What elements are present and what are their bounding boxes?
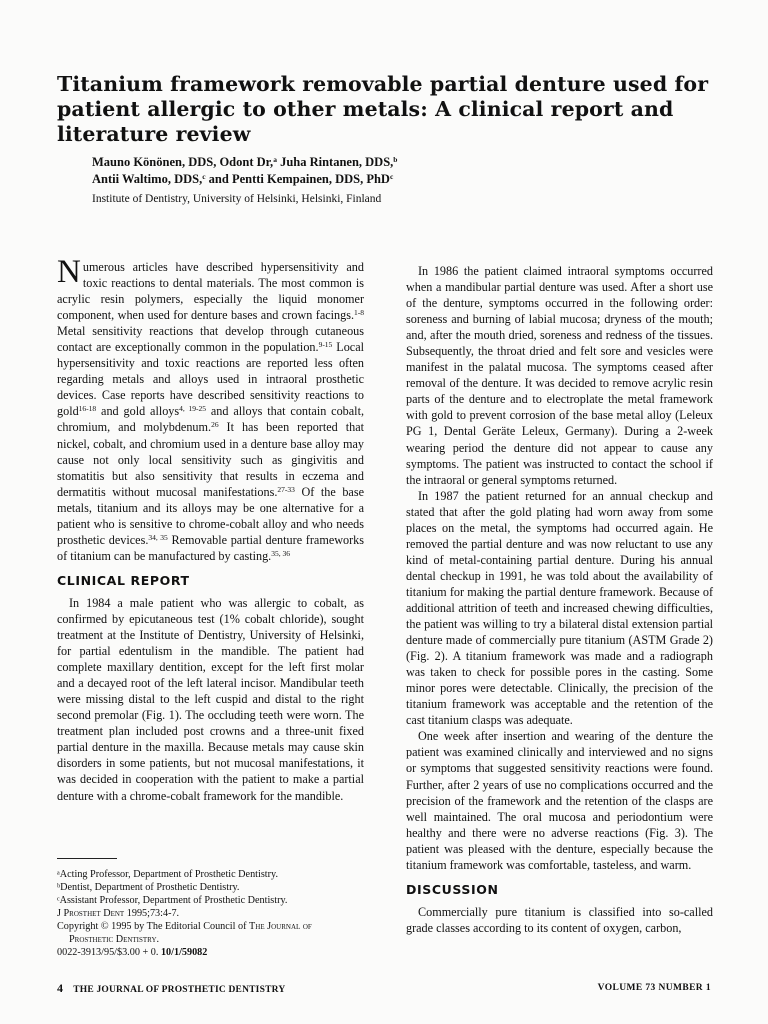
left-column <box>57 254 365 804</box>
copyright-end: . <box>156 934 160 945</box>
footnote-b: ᵇDentist, Department of Prosthetic Dentistry. <box>57 882 240 893</box>
citation-volume: 1995;73:4-7. <box>124 908 180 919</box>
citation-line <box>57 907 364 920</box>
intro-text: Local hypersensitivity and toxic reactions are reported less often regarding metals and alloys used in intraoral prosthetic devices. Case reports have described sensitivity reactions to gold <box>57 340 364 419</box>
author-rintanen: Juha Rintanen, DDS, <box>276 155 394 169</box>
author-line-2 <box>92 171 692 188</box>
author-list <box>92 154 692 188</box>
article-code: 10/1/59082 <box>160 947 208 958</box>
footnote-divider <box>57 858 117 859</box>
affiliation: Institute of Dentistry, University of Helsinki, Helsinki, Finland <box>92 193 382 205</box>
copyright-text: Copyright © 1995 by The Editorial Council of <box>57 921 250 932</box>
article-title: Titanium framework removable partial denture used for patient allergic to other metals: A clinical report and literature review <box>57 72 709 146</box>
right-column <box>406 263 713 936</box>
intro-text: and alloys that contain cobalt, chromium, and molybdenum. <box>57 404 364 435</box>
section-heading-discussion: DISCUSSION <box>406 881 499 897</box>
paragraph-followup: One week after insertion and wearing of the denture the patient was examined clinically and interviewed and no signs or symptoms that suggested sensitivity reactions were found. Further, after 2 years of use no complications occurred and the precision of the framework and the retention of the clasps are well maintained. The oral mucosa and periodontium were healthy and there were no adverse reactions (Fig. 3). The patient was pleased with the denture, especially because the titanium framework was comfortable, tasteless, and warm. <box>406 729 713 872</box>
drop-cap: N <box>57 254 81 290</box>
citation-journal: Prosthet Dent <box>63 908 125 919</box>
author-konen: Mauno Könönen, DDS, Odont Dr, <box>92 155 274 169</box>
author-affil-mark: b <box>393 155 398 164</box>
issn: 0022-3913/95/$3.00 + 0. <box>57 947 161 958</box>
copyright-journal: Prosthetic Dentistry <box>69 934 157 945</box>
intro-text: and gold alloys <box>96 404 180 419</box>
author-affil-mark: c <box>389 172 394 181</box>
intro-text: Of the base metals, titanium and its alloys may be one alternative for a patient who is sensitive to chrome-cobalt alloy and who needs prosthetic devices. <box>57 484 364 547</box>
running-footer-left <box>57 981 285 996</box>
author-affil-mark: a <box>273 155 277 164</box>
intro-text: Removable partial denture frameworks of titanium can be manufactured by casting. <box>57 532 365 563</box>
author-waltimo: Antii Waltimo, DDS, <box>92 172 203 186</box>
running-footer-right: VOLUME 73 NUMBER 1 <box>597 983 711 993</box>
issn-line <box>57 946 364 959</box>
journal-name: THE JOURNAL OF PROSTHETIC DENTISTRY <box>73 985 286 995</box>
citation-prefix: J <box>57 908 64 919</box>
section-heading-clinical-report: CLINICAL REPORT <box>57 572 190 588</box>
intro-text: It has been reported that nickel, cobalt, and chromium used in a denture base alloy may cause not only local sensitivity such as gingivitis and stomatitis but also sensitivity that results in eczema and dermatitis without mucosal manifestations. <box>57 420 365 499</box>
citation-ref: 4, 19-25 <box>179 404 206 414</box>
author-kempainen: and Pentti Kempainen, DDS, PhD <box>205 172 390 186</box>
intro-text: Metal sensitivity reactions that develop through cutaneous contact are exceptionally common in the population. <box>57 324 364 355</box>
citation-ref: 16-18 <box>78 404 97 414</box>
author-affil-mark: c <box>202 172 206 181</box>
intro-text: umerous articles have described hypersensitivity and toxic reactions to dental materials. The most common is acrylic resin polymers, especially the liquid monomer component, when used for denture bases and crown facings. <box>57 260 364 323</box>
footnote-c: ᶜAssistant Professor, Department of Prosthetic Dentistry. <box>57 895 288 906</box>
citation-ref: 26 <box>211 420 219 430</box>
page-number: 4 <box>57 981 64 995</box>
copyright-line <box>57 920 364 933</box>
citation-ref: 9-15 <box>318 340 333 350</box>
paragraph-1986: In 1986 the patient claimed intraoral symptoms occurred when a mandibular partial denture was used. After a short use of the denture, symptoms occurred in the following order: soreness and burning of labial mucosa; dryness of the mouth; and, after the mouth dried, soreness and redness of the tissues. Subsequently, the throat dried and felt sore and vesicles were manifest in the palatal mucosa. The symptoms ceased after removal of the denture. It was decided to remove acrylic resin parts of the denture and to electroplate the metal framework with gold to prevent corrosion of the base metal alloy (Leleux PG 1, Dental Geräte Leleux, Germany). During a 2-week wearing period the denture did not appear to cause any symptoms. The patient was instructed to contact the school if the intraoral or general symptoms returned. <box>406 264 713 487</box>
citation-ref: 35, 36 <box>271 548 290 558</box>
author-line-1 <box>92 154 692 171</box>
intro-paragraph <box>57 254 365 564</box>
paragraph-1987: In 1987 the patient returned for an annual checkup and stated that after the gold plating had worn away from some places on the metal, the symptoms had occurred again. He removed the partial denture and was now reluctant to use any kind of metal-containing partial denture. During his annual dental checkup in 1991, he was told about the availability of titanium for making the partial denture framework. Because of additional attrition of teeth and increased chewing difficulties, the patient was willing to try a bilateral distal extension partial denture made of commercially pure titanium (ASTM Grade 2) (Fig. 2). A titanium framework was made and a radiograph was taken to check for possible pores in the casting. Some minor pores were detectable. Clinically, the precision of the titanium framework was acceptable and the retention of the cast titanium clasps was adequate. <box>406 488 713 728</box>
discussion-paragraph: Commercially pure titanium is classified into so-called grade classes according to its content of oxygen, carbon, <box>406 904 713 935</box>
copyright-line-2 <box>57 933 364 946</box>
citation-ref: 27-33 <box>277 484 295 494</box>
citation-ref: 34, 35 <box>148 532 168 542</box>
footnote-a: ᵃActing Professor, Department of Prosthetic Dentistry. <box>57 869 278 880</box>
clinical-report-paragraph: In 1984 a male patient who was allergic to cobalt, as confirmed by epicutaneous test (1% cobalt chloride), sought treatment at the Institute of Dentistry, University of Helsinki, for partial edentulism in the mandible. The patient had complete maxillary dentition, except for the left first molar and a decayed root of the left lateral incisor. Mandibular teeth were missing distal to the left cuspid and distal to the right second premolar (Fig. 1). The occluding teeth were worn. The treatment plan included post crowns and a three-unit fixed partial denture in the maxilla. Because metals may cause skin disorders in some patients, but not mucosal manifestations, it was decided in cooperation with the patient to make a partial denture with a chrome-cobalt framework for the mandible. <box>57 595 364 803</box>
copyright-journal: The Journal of <box>249 921 312 932</box>
citation-ref: 1-8 <box>354 308 364 318</box>
footnotes <box>57 868 364 959</box>
